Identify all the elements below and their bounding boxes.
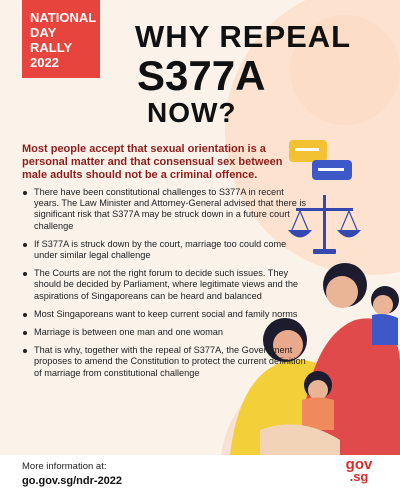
badge-line-3: RALLY bbox=[30, 40, 73, 55]
more-info-label: More information at: bbox=[22, 461, 107, 472]
more-info-link[interactable]: go.gov.sg/ndr-2022 bbox=[22, 475, 123, 487]
logo-line-1: gov bbox=[345, 456, 373, 473]
title-line-3: NOW? bbox=[147, 97, 237, 128]
title-line-2: S377A bbox=[137, 52, 266, 99]
bullet-item: The Courts are not the right forum to decide such issues. They should be decided by Parliament, where legitimate views and the aspirations of Singaporeans can be heard and balanced bbox=[22, 268, 307, 302]
title-line-1: WHY REPEAL bbox=[135, 19, 352, 54]
bullet-item: Most Singaporeans want to keep current social and family norms bbox=[22, 309, 307, 320]
bullet-item: If S377A is struck down by the court, marriage too could come under similar legal challenge bbox=[22, 239, 307, 261]
bullet-list bbox=[22, 187, 307, 386]
bullet-item: Marriage is between one man and one woman bbox=[22, 327, 307, 338]
bullet-item: That is why, together with the repeal of S377A, the Government proposes to amend the Constitution to protect the current definition of marriage from constitutional challenge bbox=[22, 345, 307, 379]
badge-line-2: DAY bbox=[30, 25, 57, 40]
footer bbox=[0, 455, 400, 500]
logo-line-2: .sg bbox=[349, 469, 369, 484]
gov-sg-logo bbox=[338, 456, 380, 484]
badge-line-4: 2022 bbox=[30, 55, 59, 70]
badge-line-1: NATIONAL bbox=[30, 10, 97, 25]
bullet-item: There have been constitutional challenges to S377A in recent years. The Law Minister and Attorney-General advised that there is significant risk that S377A may be struck down in a future court challenge bbox=[22, 187, 307, 232]
ndr-badge bbox=[22, 0, 100, 78]
intro-statement: Most people accept that sexual orientation is a personal matter and that consensual sex between male adults should not be a criminal offence. bbox=[22, 143, 283, 181]
